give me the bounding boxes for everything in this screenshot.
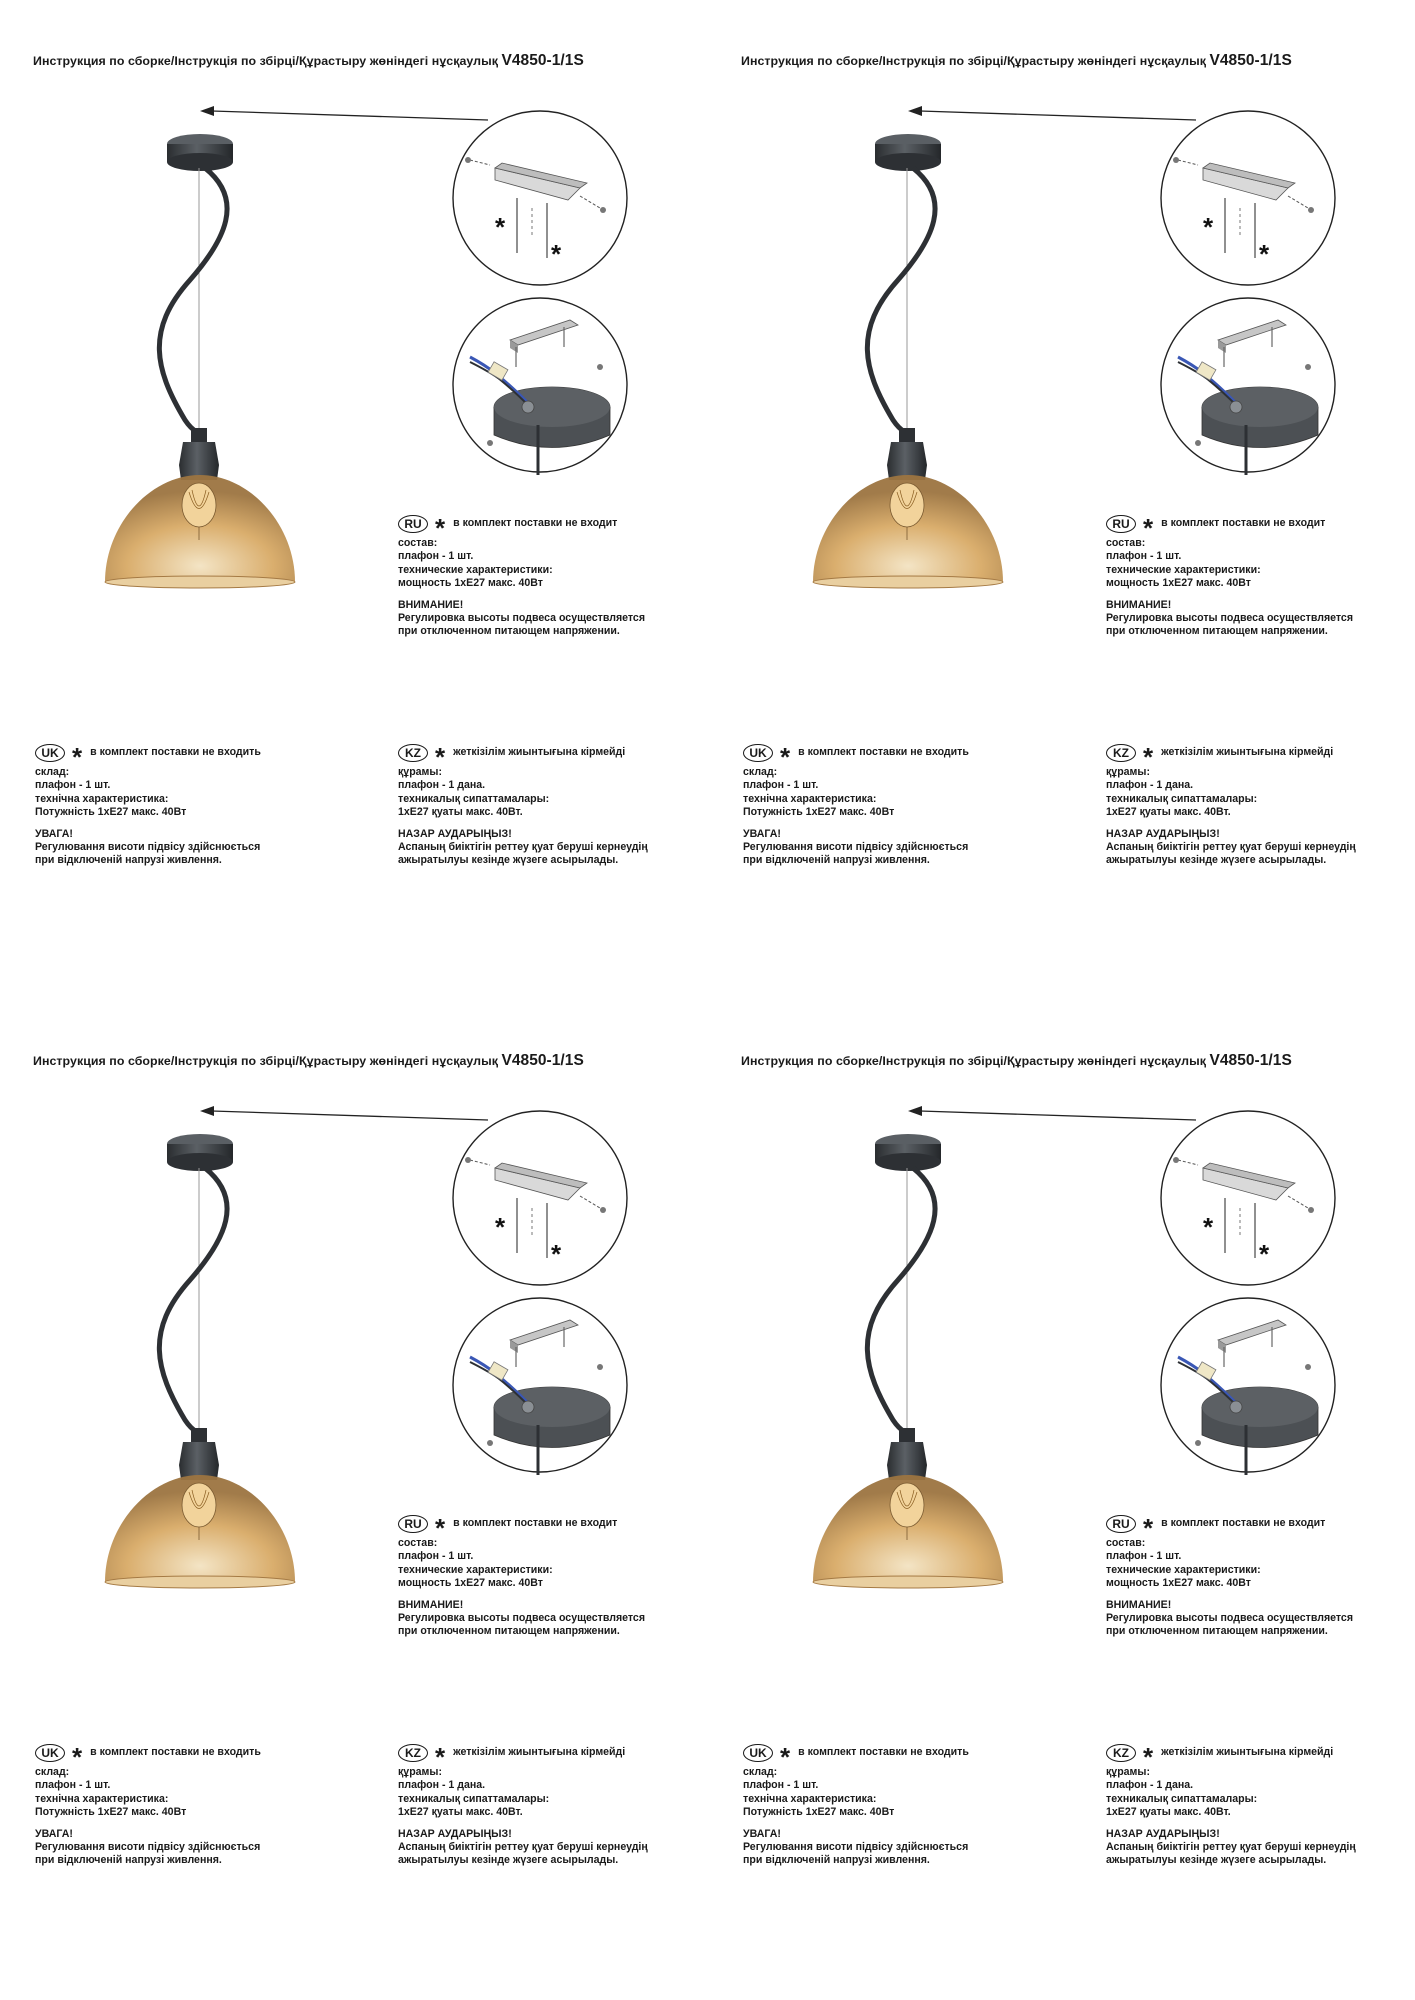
ru-composition-label: состав: — [398, 537, 438, 549]
ru-warning-line-1: Регулировка высоты подвеса осуществляется — [398, 1612, 646, 1625]
uk-composition-label: склад: — [35, 1766, 70, 1778]
ru-spec-block — [1106, 1513, 1353, 1639]
kz-warning-line-1: Аспаның биіктігін реттеу қуат беруші кернеудің — [1106, 841, 1356, 854]
kz-warning-title: НАЗАР АУДАРЫҢЫЗ! — [1106, 827, 1220, 840]
kz-not-included-note: жеткізілім жиынтығына кірмейді — [453, 1746, 626, 1759]
kz-specs-label: техникалық сипаттамалары: — [398, 792, 550, 805]
title-text: Инструкция по сборке/Інструкція по збірці/Құрастыру жөніндегі нұсқаулық — [741, 54, 1206, 68]
uk-spec-block — [35, 742, 261, 868]
ru-warning-title: ВНИМАНИЕ! — [398, 1598, 464, 1611]
kz-warning-line-2: ажыратылуы кезінде жүзеге асырылады. — [1106, 854, 1327, 867]
uk-not-included-note: в комплект поставки не входить — [798, 746, 969, 759]
bracket-detail-circle — [1158, 108, 1338, 288]
ru-language-badge: RU — [398, 515, 428, 533]
uk-shade-count: плафон - 1 шт. — [743, 1779, 819, 1792]
ru-shade-count: плафон - 1 шт. — [398, 550, 474, 563]
uk-language-badge: UK — [743, 1744, 773, 1762]
kz-language-badge: KZ — [1106, 1744, 1136, 1762]
bracket-detail-circle — [450, 108, 630, 288]
not-included-star-1: * — [1203, 1212, 1214, 1242]
canopy-wiring-detail-circle — [1158, 295, 1338, 475]
kz-star-icon: * — [435, 742, 446, 772]
ru-composition-label: состав: — [398, 1537, 438, 1549]
ru-power-spec: мощность 1xE27 макс. 40Вт — [1106, 577, 1251, 590]
uk-not-included-note: в комплект поставки не входить — [90, 1746, 261, 1759]
uk-shade-count: плафон - 1 шт. — [35, 1779, 111, 1792]
ru-not-included-note: в комплект поставки не входит — [1161, 517, 1326, 530]
not-included-star-1: * — [1203, 212, 1214, 242]
model-number: V4850-1/1S — [1209, 52, 1292, 69]
instruction-copy — [0, 0, 707, 1000]
kz-power-spec: 1xE27 қуаты макс. 40Вт. — [398, 1806, 523, 1819]
ru-spec-block — [1106, 513, 1353, 639]
ru-star-icon: * — [1143, 513, 1154, 543]
kz-warning-line-1: Аспаның биіктігін реттеу қуат беруші кернеудің — [398, 1841, 648, 1854]
uk-not-included-note: в комплект поставки не входить — [798, 1746, 969, 1759]
uk-warning-line-2: при відключеній напрузі живлення. — [35, 1854, 222, 1867]
instruction-copy — [708, 1000, 1415, 2000]
uk-star-icon: * — [72, 742, 83, 772]
ru-star-icon: * — [435, 1513, 446, 1543]
uk-warning-line-2: при відключеній напрузі живлення. — [743, 854, 930, 867]
kz-warning-title: НАЗАР АУДАРЫҢЫЗ! — [1106, 1827, 1220, 1840]
ru-warning-line-1: Регулировка высоты подвеса осуществляется — [1106, 1612, 1354, 1625]
not-included-star-2: * — [551, 1239, 562, 1269]
uk-language-badge: UK — [35, 744, 65, 762]
uk-warning-title: УВАГА! — [35, 1827, 73, 1840]
uk-power-spec: Потужність 1xE27 макс. 40Вт — [743, 806, 895, 819]
kz-not-included-note: жеткізілім жиынтығына кірмейді — [1161, 1746, 1334, 1759]
uk-specs-label: технічна характеристика: — [743, 792, 877, 805]
uk-spec-block — [743, 742, 969, 868]
kz-specs-label: техникалық сипаттамалары: — [398, 1792, 550, 1805]
ru-power-spec: мощность 1xE27 макс. 40Вт — [398, 1577, 543, 1590]
kz-warning-line-1: Аспаның биіктігін реттеу қуат беруші кернеудің — [398, 841, 648, 854]
kz-composition-label: құрамы: — [398, 766, 442, 778]
kz-specs-label: техникалық сипаттамалары: — [1106, 792, 1258, 805]
pendant-lamp-illustration — [95, 1130, 315, 1600]
uk-warning-line-1: Регулювання висоти підвісу здійснюється — [743, 841, 969, 854]
ru-specs-label: технические характеристики: — [1106, 1563, 1261, 1576]
ru-specs-label: технические характеристики: — [398, 1563, 553, 1576]
not-included-star-2: * — [1259, 1239, 1270, 1269]
kz-language-badge: KZ — [398, 1744, 428, 1762]
ru-warning-line-1: Регулировка высоты подвеса осуществляется — [1106, 612, 1354, 625]
title-text: Инструкция по сборке/Інструкція по збірці/Құрастыру жөніндегі нұсқаулық — [33, 1054, 498, 1068]
kz-warning-title: НАЗАР АУДАРЫҢЫЗ! — [398, 827, 512, 840]
not-included-star-1: * — [495, 1212, 506, 1242]
ru-star-icon: * — [435, 513, 446, 543]
kz-power-spec: 1xE27 қуаты макс. 40Вт. — [398, 806, 523, 819]
ru-composition-label: состав: — [1106, 537, 1146, 549]
uk-power-spec: Потужність 1xE27 макс. 40Вт — [35, 1806, 187, 1819]
uk-warning-line-1: Регулювання висоти підвісу здійснюється — [35, 1841, 261, 1854]
kz-composition-label: құрамы: — [1106, 1766, 1150, 1778]
ru-warning-title: ВНИМАНИЕ! — [1106, 598, 1172, 611]
not-included-star-2: * — [551, 239, 562, 269]
ru-spec-block — [398, 1513, 645, 1639]
ru-star-icon: * — [1143, 1513, 1154, 1543]
ru-power-spec: мощность 1xE27 макс. 40Вт — [398, 577, 543, 590]
kz-spec-block — [1106, 742, 1356, 868]
pendant-lamp-illustration — [803, 130, 1023, 600]
kz-shade-count: плафон - 1 дана. — [1106, 779, 1194, 792]
kz-warning-line-2: ажыратылуы кезінде жүзеге асырылады. — [398, 1854, 619, 1867]
ru-warning-line-2: при отключенном питающем напряжении. — [398, 625, 620, 638]
kz-warning-line-2: ажыратылуы кезінде жүзеге асырылады. — [1106, 1854, 1327, 1867]
ru-language-badge: RU — [1106, 1515, 1136, 1533]
uk-star-icon: * — [72, 1742, 83, 1772]
kz-power-spec: 1xE27 қуаты макс. 40Вт. — [1106, 1806, 1231, 1819]
uk-warning-line-2: при відключеній напрузі живлення. — [35, 854, 222, 867]
ru-not-included-note: в комплект поставки не входит — [453, 1517, 618, 1530]
kz-warning-line-2: ажыратылуы кезінде жүзеге асырылады. — [398, 854, 619, 867]
ru-warning-line-2: при отключенном питающем напряжении. — [398, 1625, 620, 1638]
uk-power-spec: Потужність 1xE27 макс. 40Вт — [743, 1806, 895, 1819]
kz-spec-block — [398, 742, 648, 868]
ru-power-spec: мощность 1xE27 макс. 40Вт — [1106, 1577, 1251, 1590]
canopy-wiring-detail-circle — [450, 295, 630, 475]
model-number: V4850-1/1S — [501, 52, 584, 69]
kz-shade-count: плафон - 1 дана. — [398, 1779, 486, 1792]
kz-spec-block — [1106, 1742, 1356, 1868]
kz-composition-label: құрамы: — [398, 1766, 442, 1778]
ru-not-included-note: в комплект поставки не входит — [453, 517, 618, 530]
uk-warning-line-1: Регулювання висоти підвісу здійснюється — [35, 841, 261, 854]
kz-warning-line-1: Аспаның биіктігін реттеу қуат беруші кернеудің — [1106, 1841, 1356, 1854]
kz-spec-block — [398, 1742, 648, 1868]
model-number: V4850-1/1S — [1209, 1052, 1292, 1069]
title-text: Инструкция по сборке/Інструкція по збірці/Құрастыру жөніндегі нұсқаулық — [741, 1054, 1206, 1068]
ru-spec-block — [398, 513, 645, 639]
uk-warning-title: УВАГА! — [743, 827, 781, 840]
bracket-detail-circle — [1158, 1108, 1338, 1288]
ru-shade-count: плафон - 1 шт. — [1106, 1550, 1182, 1563]
ru-not-included-note: в комплект поставки не входит — [1161, 1517, 1326, 1530]
bracket-detail-circle — [450, 1108, 630, 1288]
uk-specs-label: технічна характеристика: — [35, 1792, 169, 1805]
kz-power-spec: 1xE27 қуаты макс. 40Вт. — [1106, 806, 1231, 819]
ru-shade-count: плафон - 1 шт. — [1106, 550, 1182, 563]
kz-shade-count: плафон - 1 дана. — [1106, 1779, 1194, 1792]
ru-warning-line-2: при отключенном питающем напряжении. — [1106, 1625, 1328, 1638]
pendant-lamp-illustration — [803, 1130, 1023, 1600]
uk-composition-label: склад: — [743, 766, 778, 778]
kz-not-included-note: жеткізілім жиынтығына кірмейді — [1161, 746, 1334, 759]
kz-language-badge: KZ — [398, 744, 428, 762]
uk-language-badge: UK — [743, 744, 773, 762]
instruction-copy — [0, 1000, 707, 2000]
kz-shade-count: плафон - 1 дана. — [398, 779, 486, 792]
pendant-lamp-illustration — [95, 130, 315, 600]
kz-warning-title: НАЗАР АУДАРЫҢЫЗ! — [398, 1827, 512, 1840]
uk-specs-label: технічна характеристика: — [35, 792, 169, 805]
uk-specs-label: технічна характеристика: — [743, 1792, 877, 1805]
kz-not-included-note: жеткізілім жиынтығына кірмейді — [453, 746, 626, 759]
ru-warning-line-1: Регулировка высоты подвеса осуществляется — [398, 612, 646, 625]
ru-language-badge: RU — [398, 1515, 428, 1533]
instruction-copy — [708, 0, 1415, 1000]
uk-not-included-note: в комплект поставки не входить — [90, 746, 261, 759]
uk-warning-line-2: при відключеній напрузі живлення. — [743, 1854, 930, 1867]
uk-star-icon: * — [780, 1742, 791, 1772]
uk-spec-block — [35, 1742, 261, 1868]
uk-shade-count: плафон - 1 шт. — [35, 779, 111, 792]
ru-specs-label: технические характеристики: — [1106, 563, 1261, 576]
model-number: V4850-1/1S — [501, 1052, 584, 1069]
ru-warning-line-2: при отключенном питающем напряжении. — [1106, 625, 1328, 638]
not-included-star-2: * — [1259, 239, 1270, 269]
canopy-wiring-detail-circle — [450, 1295, 630, 1475]
kz-star-icon: * — [435, 1742, 446, 1772]
ru-warning-title: ВНИМАНИЕ! — [398, 598, 464, 611]
ru-specs-label: технические характеристики: — [398, 563, 553, 576]
uk-warning-title: УВАГА! — [743, 1827, 781, 1840]
ru-shade-count: плафон - 1 шт. — [398, 1550, 474, 1563]
uk-warning-title: УВАГА! — [35, 827, 73, 840]
kz-language-badge: KZ — [1106, 744, 1136, 762]
uk-spec-block — [743, 1742, 969, 1868]
kz-specs-label: техникалық сипаттамалары: — [1106, 1792, 1258, 1805]
kz-star-icon: * — [1143, 742, 1154, 772]
kz-composition-label: құрамы: — [1106, 766, 1150, 778]
ru-composition-label: состав: — [1106, 1537, 1146, 1549]
ru-language-badge: RU — [1106, 515, 1136, 533]
not-included-star-1: * — [495, 212, 506, 242]
title-text: Инструкция по сборке/Інструкція по збірці/Құрастыру жөніндегі нұсқаулық — [33, 54, 498, 68]
uk-shade-count: плафон - 1 шт. — [743, 779, 819, 792]
uk-power-spec: Потужність 1xE27 макс. 40Вт — [35, 806, 187, 819]
uk-composition-label: склад: — [35, 766, 70, 778]
canopy-wiring-detail-circle — [1158, 1295, 1338, 1475]
uk-language-badge: UK — [35, 1744, 65, 1762]
ru-warning-title: ВНИМАНИЕ! — [1106, 1598, 1172, 1611]
uk-composition-label: склад: — [743, 1766, 778, 1778]
uk-warning-line-1: Регулювання висоти підвісу здійснюється — [743, 1841, 969, 1854]
kz-star-icon: * — [1143, 1742, 1154, 1772]
uk-star-icon: * — [780, 742, 791, 772]
